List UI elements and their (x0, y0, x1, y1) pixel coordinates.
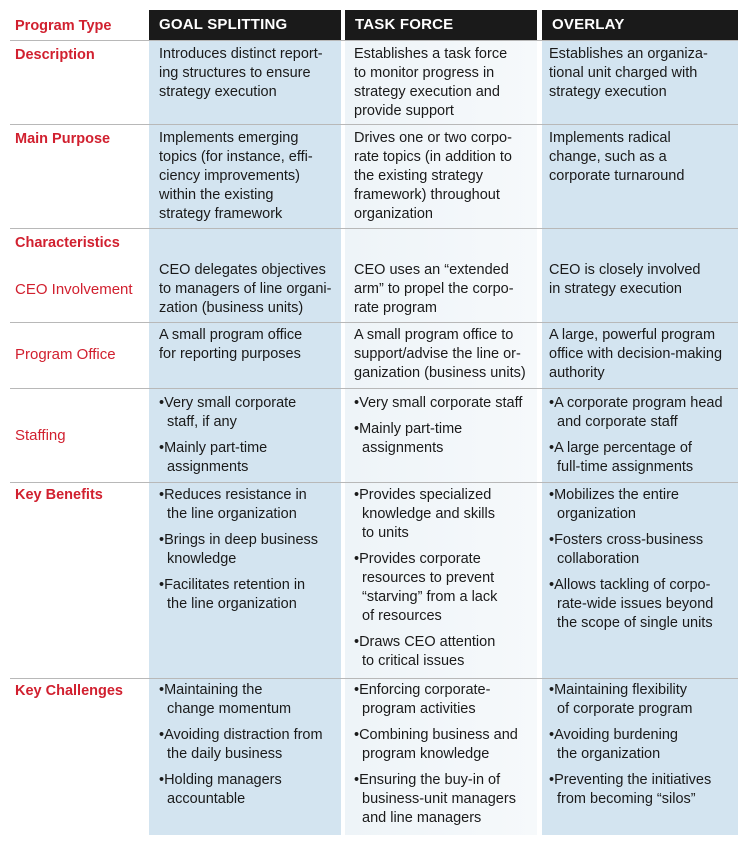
bullet-line: rate-wide issues beyond (557, 596, 714, 612)
cell-staffing-goal-splitting (159, 394, 341, 484)
bullet-item (354, 771, 537, 828)
bullet-line: •Avoiding burdening (549, 727, 678, 743)
cell-line: topics (for instance, effi- (159, 149, 313, 165)
cell-line: support/advise the line or- (354, 346, 521, 362)
bullet-line: program knowledge (362, 746, 490, 762)
bullet-line: •Draws CEO attention (354, 634, 496, 650)
cell-line: CEO delegates objectives (159, 262, 326, 278)
bullet-item (159, 576, 341, 614)
bullet-line: organization (557, 506, 636, 522)
bullet-line: •Reduces resistance in (159, 487, 307, 503)
bullet-item (159, 681, 341, 719)
bullet-line: from becoming “silos” (557, 791, 696, 807)
cell-line: rate program (354, 300, 438, 316)
cell-line: strategy execution and (354, 84, 500, 100)
bullet-line: •Provides corporate (354, 551, 481, 567)
column-header-overlay: OVERLAY (542, 10, 738, 40)
cell-line: provide support (354, 103, 454, 119)
bullet-line: full-time assignments (557, 459, 694, 475)
bullet-item (354, 726, 537, 764)
bullet-item (159, 726, 341, 764)
bullet-item (159, 394, 341, 432)
bullet-item (549, 726, 738, 764)
cell-line: strategy execution (549, 84, 667, 100)
row-label-key-benefits: Key Benefits (15, 487, 103, 503)
bullet-line: the line organization (167, 596, 297, 612)
cell-description-goal-splitting (159, 45, 341, 102)
cell-line: change, such as a (549, 149, 667, 165)
cell-line: strategy execution (159, 84, 277, 100)
cell-key-challenges-overlay (549, 681, 738, 816)
cell-line: within the existing (159, 187, 274, 203)
cell-line: A small program office (159, 327, 303, 343)
cell-key-challenges-task-force (354, 681, 537, 835)
row-label-ceo-involvement: CEO Involvement (15, 281, 133, 298)
column-header-goal-splitting: GOAL SPLITTING (149, 10, 341, 40)
cell-line: in strategy execution (549, 281, 682, 297)
bullet-line: •Maintaining flexibility (549, 682, 688, 698)
bullet-line: •Ensuring the buy-in of (354, 772, 501, 788)
bullet-item (354, 633, 537, 671)
cell-key-benefits-task-force (354, 486, 537, 678)
bullet-line: to units (362, 525, 409, 541)
bullet-line: •A corporate program head (549, 395, 723, 411)
bullet-item (354, 486, 537, 543)
cell-line: to monitor progress in (354, 65, 495, 81)
bullet-item (159, 486, 341, 524)
bullet-line: program activities (362, 701, 476, 717)
row-label-main-purpose: Main Purpose (15, 131, 111, 147)
bullet-item (159, 771, 341, 809)
bullet-line: •Holding managers (159, 772, 282, 788)
cell-key-benefits-goal-splitting (159, 486, 341, 621)
row-label-staffing: Staffing (15, 427, 66, 444)
bullet-line: “starving” from a lack (362, 589, 498, 605)
cell-line: for reporting purposes (159, 346, 301, 362)
cell-line: ganization (business units) (354, 365, 526, 381)
cell-line: office with decision-making (549, 346, 723, 362)
cell-line: arm” to propel the corpo- (354, 281, 514, 297)
cell-description-overlay (549, 45, 738, 102)
bullet-item (354, 394, 537, 413)
bullet-line: •Very small corporate staff (354, 395, 523, 411)
cell-key-benefits-overlay (549, 486, 738, 640)
cell-main-purpose-overlay (549, 129, 738, 186)
cell-description-task-force (354, 45, 537, 121)
cell-line: ing structures to ensure (159, 65, 311, 81)
cell-line: Establishes an organiza- (549, 46, 708, 62)
bullet-item (549, 439, 738, 477)
bullet-item (549, 681, 738, 719)
bullet-line: the line organization (167, 506, 297, 522)
bullet-line: •Fosters cross-business (549, 532, 704, 548)
bullet-line: resources to prevent (362, 570, 495, 586)
cell-line: Implements emerging (159, 130, 299, 146)
bullet-line: and corporate staff (557, 414, 678, 430)
cell-ceo-involvement-goal-splitting (159, 261, 341, 318)
cell-line: Introduces distinct report- (159, 46, 323, 62)
bullet-item (159, 531, 341, 569)
bullet-line: •Allows tackling of corpo- (549, 577, 711, 593)
bullet-line: assignments (362, 440, 444, 456)
row-label-key-challenges: Key Challenges (15, 683, 123, 699)
cell-line: zation (business units) (159, 300, 304, 316)
bullet-line: assignments (167, 459, 249, 475)
bullet-item (549, 394, 738, 432)
bullet-line: •Enforcing corporate- (354, 682, 491, 698)
cell-line: A small program office to (354, 327, 514, 343)
bullet-line: the scope of single units (557, 615, 713, 631)
bullet-line: business-unit managers (362, 791, 516, 807)
row-label-program-office: Program Office (15, 346, 116, 363)
cell-line: rate topics (in addition to (354, 149, 512, 165)
bullet-item (549, 576, 738, 633)
bullet-line: •Maintaining the (159, 682, 263, 698)
bullet-line: •Mainly part-time (159, 440, 268, 456)
bullet-line: •Brings in deep business (159, 532, 319, 548)
bullet-item (354, 681, 537, 719)
bullet-line: of resources (362, 608, 442, 624)
bullet-line: •Combining business and (354, 727, 518, 743)
cell-line: the existing strategy (354, 168, 483, 184)
bullet-item (354, 550, 537, 626)
bullet-line: •Preventing the initiatives (549, 772, 712, 788)
bullet-line: the organization (557, 746, 661, 762)
bullet-line: change momentum (167, 701, 292, 717)
bullet-line: •Mainly part-time (354, 421, 463, 437)
cell-line: ciency improvements) (159, 168, 301, 184)
row-divider (10, 40, 738, 41)
cell-staffing-overlay (549, 394, 738, 484)
bullet-line: knowledge and skills (362, 506, 495, 522)
bullet-line: collaboration (557, 551, 640, 567)
cell-line: CEO is closely involved (549, 262, 701, 278)
cell-program-office-task-force (354, 326, 537, 383)
cell-line: Drives one or two corpo- (354, 130, 512, 146)
bullet-line: staff, if any (167, 414, 237, 430)
cell-main-purpose-task-force (354, 129, 537, 224)
cell-line: A large, powerful program (549, 327, 716, 343)
cell-line: strategy framework (159, 206, 283, 222)
row-label-description: Description (15, 47, 95, 63)
bullet-line: to critical issues (362, 653, 465, 669)
column-header-task-force: TASK FORCE (345, 10, 537, 40)
bullet-line: of corporate program (557, 701, 693, 717)
cell-staffing-task-force (354, 394, 537, 465)
bullet-item (354, 420, 537, 458)
bullet-line: •Avoiding distraction from (159, 727, 323, 743)
cell-line: organization (354, 206, 433, 222)
cell-line: authority (549, 365, 605, 381)
row-label-characteristics: Characteristics (15, 235, 120, 251)
row-divider (10, 124, 738, 125)
cell-key-challenges-goal-splitting (159, 681, 341, 816)
cell-line: tional unit charged with (549, 65, 698, 81)
bullet-line: and line managers (362, 810, 482, 826)
bullet-line: the daily business (167, 746, 283, 762)
bullet-item (549, 486, 738, 524)
cell-program-office-overlay (549, 326, 738, 383)
bullet-line: •A large percentage of (549, 440, 692, 456)
cell-ceo-involvement-task-force (354, 261, 537, 318)
cell-line: framework) throughout (354, 187, 500, 203)
cell-program-office-goal-splitting (159, 326, 341, 364)
cell-line: to managers of line organi- (159, 281, 332, 297)
row-divider (10, 678, 738, 679)
bullet-line: •Mobilizes the entire (549, 487, 679, 503)
cell-line: corporate turnaround (549, 168, 685, 184)
program-type-label: Program Type (15, 18, 112, 34)
bullet-item (549, 771, 738, 809)
cell-ceo-involvement-overlay (549, 261, 738, 299)
row-divider (10, 388, 738, 389)
bullet-line: accountable (167, 791, 246, 807)
bullet-item (549, 531, 738, 569)
cell-line: Establishes a task force (354, 46, 508, 62)
row-divider (10, 228, 738, 229)
bullet-item (159, 439, 341, 477)
cell-line: Implements radical (549, 130, 671, 146)
row-divider (10, 322, 738, 323)
bullet-line: •Very small corporate (159, 395, 297, 411)
bullet-line: knowledge (167, 551, 237, 567)
bullet-line: •Provides specialized (354, 487, 492, 503)
cell-line: CEO uses an “extended (354, 262, 509, 278)
cell-main-purpose-goal-splitting (159, 129, 341, 224)
bullet-line: •Facilitates retention in (159, 577, 306, 593)
